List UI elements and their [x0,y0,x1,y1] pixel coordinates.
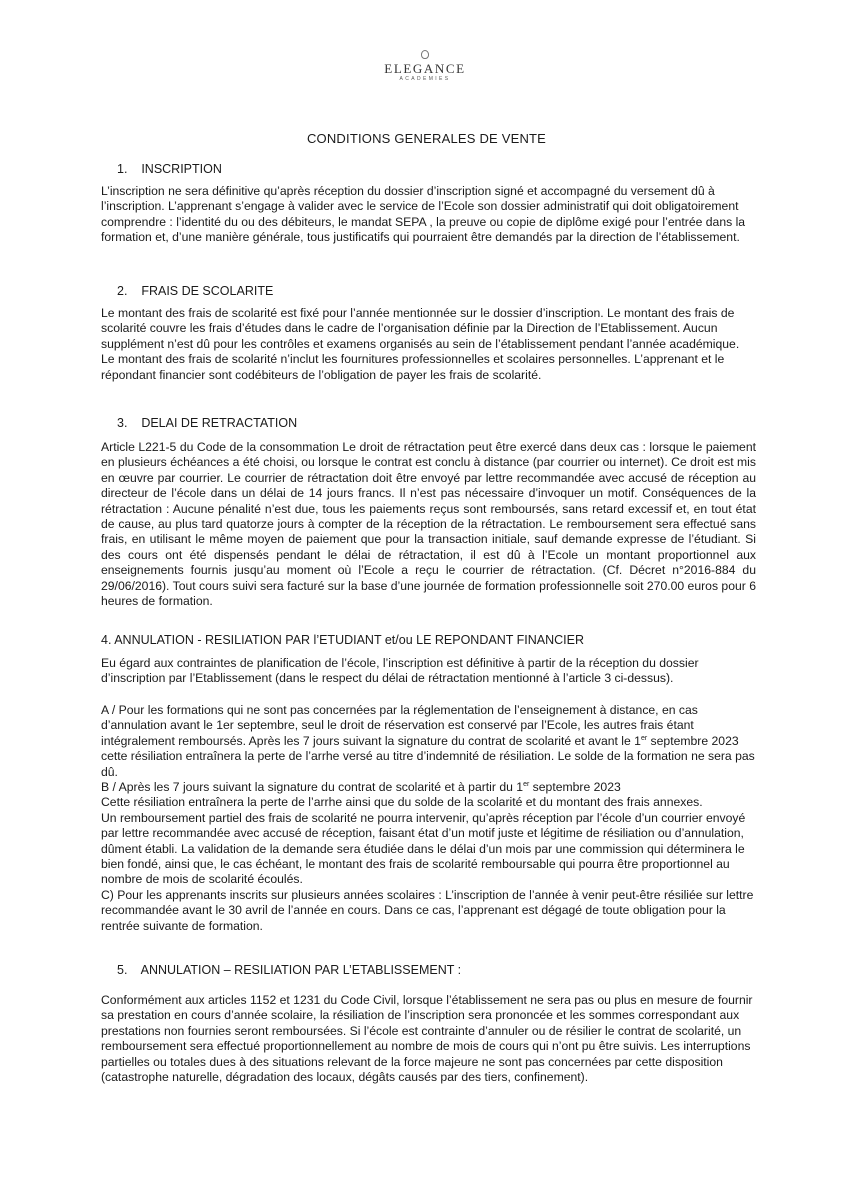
clause-b [101,780,756,795]
section-2-heading: 2. FRAIS DE SCOLARITE [117,284,274,298]
document-title: CONDITIONS GENERALES DE VENTE [306,131,547,146]
clause-b-superscript: er [523,780,530,788]
section-4-intro: Eu égard aux contraintes de planification de l’école, l’inscription est définitive à partir de la réception du dossier d’inscription par l’Etablissement (dans le respect du délai de rétractation mentionné à l’article 3 ci-dessus). [101,656,699,686]
clause-b-line-3: Un remboursement partiel des frais de scolarité ne pourra intervenir, qu’après réception par l’école d’un courrier envoyé par lettre recommandée avec accusé de réception, faisant état d’un motif juste et légitime de résiliation ou d’annulation, dûment établi. La validation de la demande sera étudiée dans le délai d’un mois par une commission qui déterminera le bien fondé, ainsi que, le cas échéant, le montant des frais de scolarité remboursable qui pourra être proportionnel au nombre de mois de scolarité écoulés. [101,810,746,887]
clause-a [101,703,756,780]
section-4-clauses [101,703,756,934]
logo-subtitle: ACADEMIES [399,76,451,82]
clause-b-line-2: Cette résiliation entraînera la perte de l’arrhe ainsi que du solde de la scolarité et du montant des frais annexes. [101,795,703,810]
section-3-text: Article L221-5 du Code de la consommation Le droit de rétractation peut être exercé dans deux cas : lorsque le paiement en plusieurs échéances a été choisi, ou lorsque le contrat est conclu à distance (par courrier ou internet). Ce droit est mis en œuvre par courrier. Le courrier de rétractation doit être envoyé par lettre recommandée avec accusé de réception au directeur de l’école dans un délai de 14 jours francs. Il n’est pas nécessaire d’invoquer un motif. Conséquences de la rétractation : Aucune pénalité n’est due, tous les paiements reçus sont remboursés, sans retard excessif et, en tout état de cause, au plus tard quatorze jours à compter de la réception de la rétractation. Le remboursement sera effectué sans frais, en utilisant le même moyen de paiement que pour la transaction initiale, sauf demande expresse de l’étudiant. Si des cours ont été dispensés pendant le délai de rétractation, il est dû à l’Ecole un montant proportionnel aux enseignements fournis jusqu’au moment où l’Ecole a reçu le courrier de rétractation. (Cf. Décret n°2016-884 du 29/06/2016). Tout cours suivi sera facturé sur la base d’une journée de formation professionnelle soit 270.00 euros pour 6 heures de formation. [101,440,756,609]
clause-b-text-2: septembre 2023 [529,780,621,795]
section-5-text: Conformément aux articles 1152 et 1231 du Code Civil, lorsque l’établissement ne sera pas ou plus en mesure de fournir sa prestation en cours d’année scolaire, la résiliation de l’inscription sera prononcée et les sommes correspondant aux prestations non fournies seront remboursées. Si l’école est contrainte d’annuler ou de résilier le contrat de scolarité, un remboursement sera effectué proportionnellement au nombre de mois de cours qui n’ont pu être suivis. Les interruptions partielles ou totales dues à des situations relevant de la force majeure ne sont pas concernées par cette disposition (catastrophe naturelle, dégradation des locaux, dégâts causés par des tiers, confinement). [101,993,753,1085]
elegance-academies-logo [370,50,480,83]
clause-a-text-2: septembre 2023 cette résiliation entraînera la perte de l’arrhe versé au titre d’indemnité de résiliation. Le solde de la formation ne sera pas dû. [101,733,755,779]
section-1-heading: 1. INSCRIPTION [117,162,222,176]
clause-c: C) Pour les apprenants inscrits sur plusieurs années scolaires : L’inscription de l’année à venir peut-être résiliée sur lettre recommandée avant le 30 avril de l’année en cours. Dans ce cas, l’apprenant est dégagé de toute obligation pour la rentrée suivante de formation. [101,887,754,933]
section-5-heading: 5. ANNULATION – RESILIATION PAR L’ETABLISSEMENT : [117,963,462,977]
logo-mark-icon [421,50,429,59]
section-3-heading: 3. DELAI DE RETRACTATION [117,416,298,430]
section-4-heading: 4. ANNULATION - RESILIATION PAR l’ETUDIANT et/ou LE REPONDANT FINANCIER [101,633,584,647]
clause-b-text-1: B / Après les 7 jours suivant la signature du contrat de scolarité et à partir du 1 [101,780,524,795]
logo-name: ELEGANCE [384,61,466,76]
clause-a-text-1: A / Pour les formations qui ne sont pas concernées par la réglementation de l’enseignement à distance, en cas d’annulation avant le 1er septembre, seul le droit de réservation est conservé par l’Ecole, les autres frais étant intégralement remboursés. Après les 7 jours suivant la signature du contrat de scolarité et avant le 1 [101,703,698,748]
section-2-text: Le montant des frais de scolarité est fixé pour l’année mentionnée sur le dossier d’inscription. Le montant des frais de scolarité couvre les frais d’études dans le cadre de l’organisation définie par la Direction de l’Etablissement. Aucun supplément n’est dû pour les contrôles et examens organisés au sein de l’établissement pendant l’année académique. Le montant des frais de scolarité n’inclut les fournitures professionnelles et scolaires personnelles. L’apprenant et le répondant financier sont codébiteurs de l’obligation de payer les frais de scolarité. [101,306,740,382]
clause-a-superscript: er [640,734,648,742]
section-1-text: L’inscription ne sera définitive qu’après réception du dossier d’inscription signé et accompagné du versement dû à l’inscription. L’apprenant s’engage à valider avec le service de l’Ecole son dossier administratif qui doit obligatoirement comprendre : l’identité du ou des débiteurs, le mandat SEPA , la preuve ou copie de diplôme exigé pour l’entrée dans la formation et, d’une manière générale, tous justificatifs qui pourraient être demandés par la direction de l’établissement. [101,184,746,245]
